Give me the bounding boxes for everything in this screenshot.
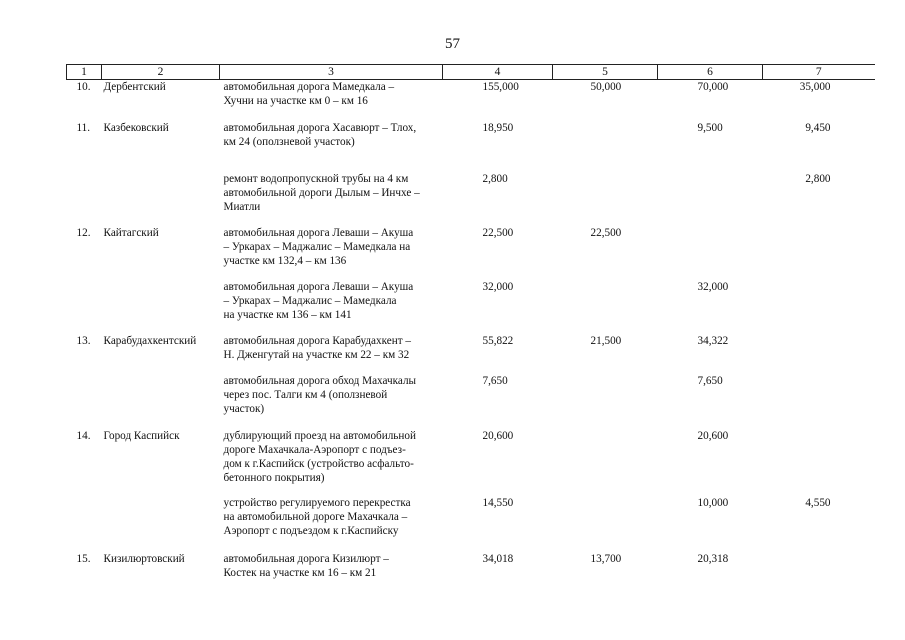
- value-total: 155,000: [482, 81, 519, 93]
- table-row: [67, 429, 875, 496]
- row-number: 11.: [76, 121, 91, 134]
- description-line: автомобильная дорога Кизилюрт –: [223, 552, 389, 565]
- road-works-table: [66, 64, 875, 592]
- column-number-header: [67, 65, 875, 80]
- table-row: [67, 552, 875, 592]
- description-line: км 24 (оползневой участок): [223, 135, 355, 148]
- description-line: на участке км 136 – км 141: [223, 308, 352, 321]
- description-line: участок): [223, 402, 265, 415]
- district-name: [102, 374, 220, 429]
- value-total: 34,018: [482, 552, 514, 565]
- value-col-7: 35,000: [799, 81, 831, 93]
- description-line: автомобильная дорога Леваши – Акуша: [223, 226, 414, 239]
- description-line: дороге Махачкала-Аэропорт с подъез-: [223, 443, 406, 456]
- description-line: Миатли: [223, 200, 261, 213]
- value-col-7: [763, 334, 875, 374]
- value-col-7: 9,450: [805, 121, 831, 134]
- value-col-5: 50,000: [590, 81, 622, 93]
- value-total: 22,500: [482, 226, 514, 239]
- district-name: [102, 172, 220, 226]
- description-line: автомобильная дорога Карабудахкент –: [223, 334, 411, 347]
- table-row: [67, 226, 875, 280]
- description-line: устройство регулируемого перекрестка: [223, 496, 411, 509]
- table-row: [67, 374, 875, 429]
- value-col-5: [553, 429, 658, 496]
- row-number: [67, 280, 102, 334]
- value-col-6: 7,650: [697, 374, 723, 387]
- value-col-6: 10,000: [697, 496, 729, 509]
- value-col-7: [763, 226, 875, 280]
- column-header: 2: [102, 65, 220, 80]
- value-total: 14,550: [482, 496, 514, 509]
- table-row: [67, 172, 875, 226]
- value-col-6: 32,000: [697, 280, 729, 293]
- district-name: Дербентский: [103, 81, 166, 93]
- value-total: 7,650: [482, 374, 508, 387]
- work-description: [220, 374, 443, 429]
- row-number: 13.: [76, 334, 91, 347]
- work-description: [220, 172, 443, 226]
- description-line: – Уркарах – Маджалис – Мамедкала на: [223, 240, 411, 253]
- work-description: [220, 226, 443, 280]
- work-description: [220, 552, 443, 592]
- value-col-6: 9,500: [697, 121, 723, 134]
- value-total: 2,800: [482, 172, 508, 185]
- district-name: Кайтагский: [103, 226, 159, 239]
- district-name: Карабудахкентский: [103, 334, 197, 347]
- description-line: дублирующий проезд на автомобильной: [223, 429, 416, 442]
- value-col-6: 34,322: [697, 334, 729, 347]
- value-col-5: 21,500: [590, 334, 622, 347]
- description-line: на автомобильной дороге Махачкала –: [223, 510, 408, 523]
- description-line: Костек на участке км 16 – км 21: [223, 566, 377, 579]
- district-name: [102, 496, 220, 552]
- row-number: 12.: [76, 226, 91, 239]
- district-name: Казбековский: [103, 121, 169, 134]
- value-col-5: [553, 280, 658, 334]
- description-line: автомобильная дорога обход Махачкалы: [223, 374, 417, 387]
- value-total: 18,950: [482, 121, 514, 134]
- value-col-7: [763, 429, 875, 496]
- row-number: [67, 172, 102, 226]
- value-col-7: [763, 374, 875, 429]
- value-col-7: [763, 280, 875, 334]
- value-total: 32,000: [482, 280, 514, 293]
- description-line: бетонного покрытия): [223, 471, 325, 484]
- work-description: [220, 429, 443, 496]
- value-col-5: 13,700: [590, 552, 622, 565]
- value-col-7: 4,550: [805, 496, 831, 509]
- district-name: [102, 280, 220, 334]
- work-description: [220, 121, 443, 172]
- district-name: Кизилюртовский: [103, 552, 185, 565]
- description-line: автомобильная дорога Леваши – Акуша: [223, 280, 414, 293]
- row-number: 14.: [76, 429, 91, 442]
- value-col-6: [658, 226, 763, 280]
- value-col-5: 22,500: [590, 226, 622, 239]
- description-line: автомобильная дорога Хасавюрт – Тлох,: [223, 121, 417, 134]
- column-header: 1: [67, 65, 102, 80]
- table-row: [67, 496, 875, 552]
- description-line: дом к г.Каспийск (устройство асфальто-: [223, 457, 414, 470]
- description-line: Хучни на участке км 0 – км 16: [223, 95, 368, 107]
- work-description: [220, 280, 443, 334]
- work-description: [220, 496, 443, 552]
- table-row: [67, 121, 875, 172]
- work-description: [220, 80, 443, 121]
- column-header: 5: [553, 65, 658, 80]
- page-number: 57: [445, 36, 460, 52]
- description-line: участке км 132,4 – км 136: [223, 254, 347, 267]
- description-line: через пос. Талги км 4 (оползневой: [223, 388, 388, 401]
- value-col-5: [553, 172, 658, 226]
- value-col-5: [553, 374, 658, 429]
- district-name: Город Каспийск: [103, 429, 180, 442]
- table-row: [67, 334, 875, 374]
- value-col-7: 2,800: [805, 172, 831, 185]
- row-number: [67, 374, 102, 429]
- column-header: 6: [658, 65, 763, 80]
- column-header: 7: [763, 65, 875, 80]
- description-line: Аэропорт с подъездом к г.Каспийску: [223, 524, 399, 537]
- work-description: [220, 334, 443, 374]
- description-line: ремонт водопропускной трубы на 4 км: [223, 172, 409, 185]
- table-row: [67, 280, 875, 334]
- description-line: автомобильная дорога Мамедкала –: [223, 81, 395, 93]
- description-line: автомобильной дороги Дылым – Инчхе –: [223, 186, 420, 199]
- value-col-7: [763, 552, 875, 592]
- description-line: – Уркарах – Маджалис – Мамедкала: [223, 294, 397, 307]
- value-col-5: [553, 121, 658, 172]
- column-header: 4: [443, 65, 553, 80]
- table-row: [67, 80, 875, 121]
- value-col-6: 20,600: [697, 429, 729, 442]
- value-col-6: [658, 172, 763, 226]
- row-number: [67, 496, 102, 552]
- value-col-6: 70,000: [697, 81, 729, 93]
- value-col-5: [553, 496, 658, 552]
- description-line: Н. Дженгутай на участке км 22 – км 32: [223, 348, 410, 361]
- value-total: 55,822: [482, 334, 514, 347]
- column-header: 3: [220, 65, 443, 80]
- value-col-6: 20,318: [697, 552, 729, 565]
- value-total: 20,600: [482, 429, 514, 442]
- row-number: 15.: [76, 552, 91, 565]
- row-number: 10.: [76, 81, 91, 93]
